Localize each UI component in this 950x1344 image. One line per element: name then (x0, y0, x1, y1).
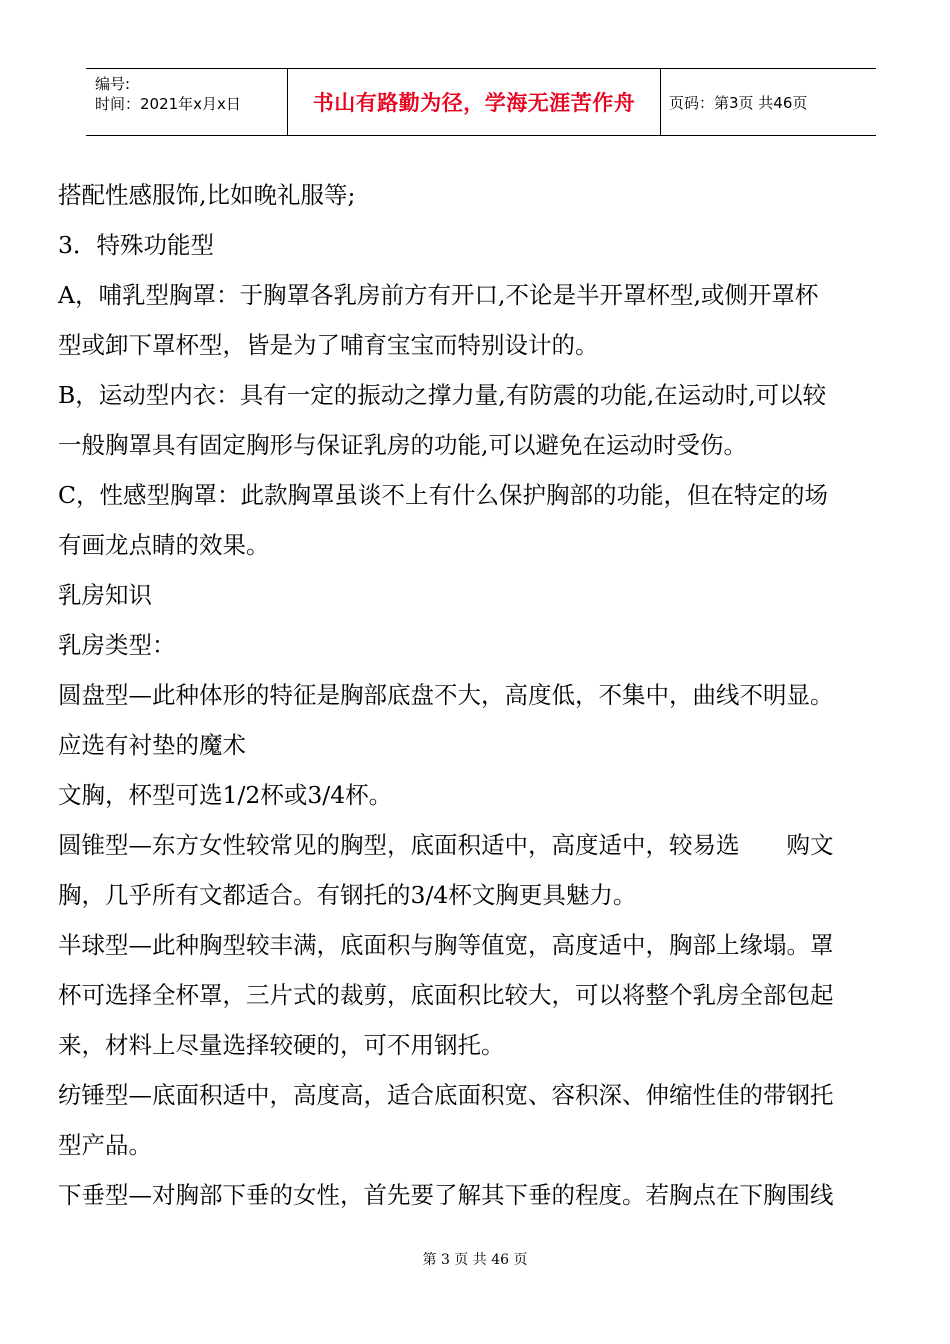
body-line: 圆锥型—东方女性较常见的胸型，底面积适中，高度适中，较易选 购文 (58, 831, 834, 859)
body-line: B，运动型内衣：具有一定的振动之撑力量,有防震的功能,在运动时,可以较 (58, 381, 827, 409)
body-line: 一般胸罩具有固定胸形与保证乳房的功能,可以避免在运动时受伤。 (58, 431, 747, 459)
body-line: 下垂型—对胸部下垂的女性，首先要了解其下垂的程度。若胸点在下胸围线 (58, 1181, 834, 1209)
body-line: 型或卸下罩杯型，皆是为了哺育宝宝而特别设计的。 (58, 331, 599, 359)
body-line: 搭配性感服饰,比如晚礼服等; (58, 181, 356, 209)
body-line: 杯可选择全杯罩，三片式的裁剪，底面积比较大，可以将整个乳房全部包起 (58, 981, 834, 1009)
body-line: 半球型—此种胸型较丰满，底面积与胸等值宽，高度适中，胸部上缘塌。罩 (58, 931, 834, 959)
subsection-heading: 乳房类型： (58, 631, 176, 659)
document-body (58, 170, 903, 1220)
body-line: C，性感型胸罩：此款胸罩虽谈不上有什么保护胸部的功能，但在特定的场 (58, 481, 828, 509)
doc-time-label: 时间：2021年x月x日 (95, 95, 241, 113)
body-line: 纺锤型—底面积适中，高度高，适合底面积宽、容积深、伸缩性佳的带钢托 (58, 1081, 834, 1109)
section-heading: 3．特殊功能型 (58, 231, 214, 259)
page-header (86, 68, 876, 136)
body-line: A，哺乳型胸罩：于胸罩各乳房前方有开口,不论是半开罩杯型,或侧开罩杯 (58, 281, 819, 309)
body-line: 文胸，杯型可选1/2杯或3/4杯。 (58, 781, 393, 809)
body-line: 型产品。 (58, 1131, 152, 1159)
page-footer: 第 3 页 共 46 页 (422, 1252, 528, 1268)
header-motto: 书山有路勤为径，学海无涯苦作舟 (312, 91, 636, 115)
body-line: 胸，几乎所有文都适合。有钢托的3/4杯文胸更具魅力。 (58, 881, 637, 909)
doc-number-label: 编号: (95, 75, 131, 93)
header-meta-cell (86, 69, 288, 135)
header-page-cell (661, 69, 876, 135)
body-line: 有画龙点睛的效果。 (58, 531, 270, 559)
body-line: 应选有衬垫的魔术 (58, 731, 246, 759)
section-heading: 乳房知识 (58, 581, 152, 609)
body-line: 圆盘型—此种体形的特征是胸部底盘不大，高度低，不集中，曲线不明显。 (58, 681, 834, 709)
header-motto-cell (288, 69, 661, 135)
body-line: 来，材料上尽量选择较硬的，可不用钢托。 (58, 1031, 505, 1059)
header-page-info: 页码：第3页 共46页 (669, 93, 808, 112)
